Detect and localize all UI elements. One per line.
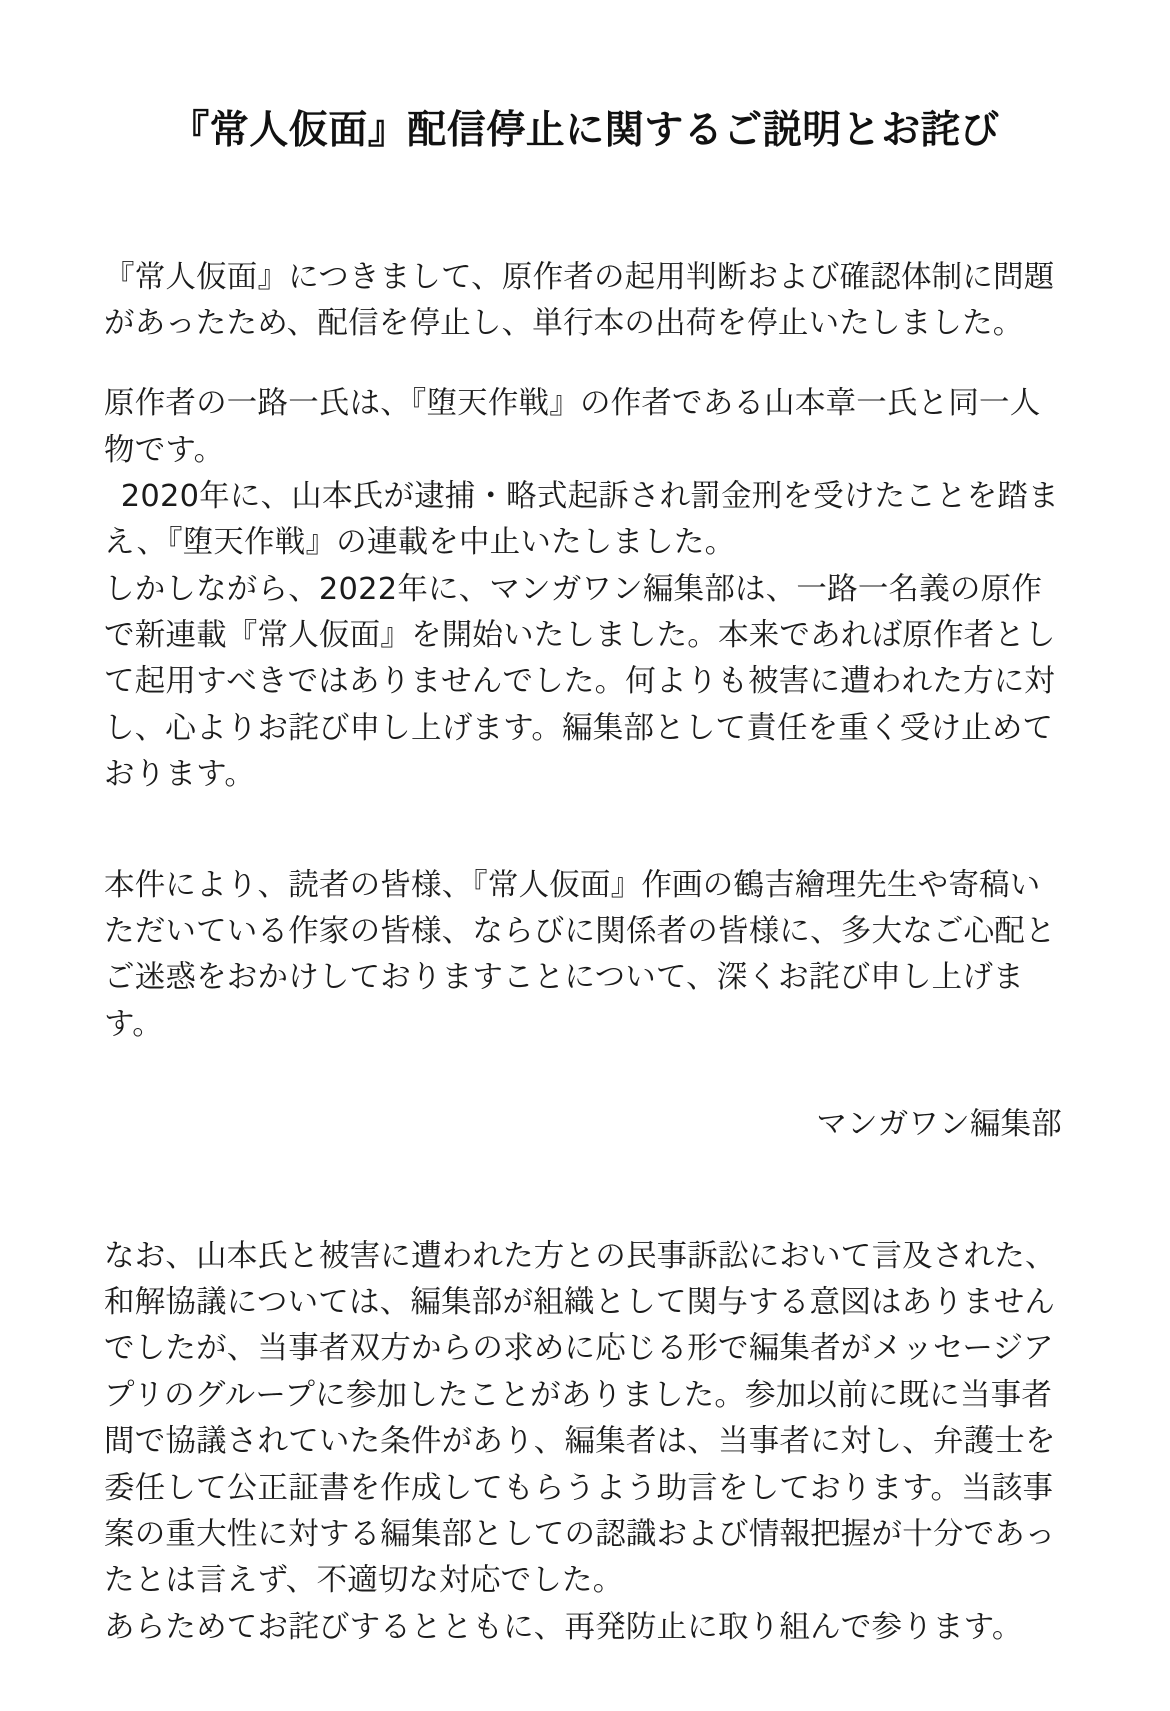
spacer-before-postscript — [104, 1148, 1066, 1234]
paragraph-5: 本件により、読者の皆様、『常人仮面』作画の鶴吉繪理先生や寄稿いただいている作家の皆様、ならびに関係者の皆様に、多大なご心配とご迷惑をおかけしておりますことについて、深くお詫び申し上げます。 — [104, 867, 1056, 1042]
page-title: 『常人仮面』配信停止に関するご説明とお詫び — [170, 108, 1000, 153]
document-body — [104, 255, 1066, 1651]
paragraph-4: しかしながら、2022年に、マンガワン編集部は、一路一名義の原作で新連載『常人仮面』を開始いたしました。本来であれば原作者として起用すべきではありませんでした。何よりも被害に遭われた方に対し、心よりお詫び申し上げます。編集部として責任を重く受け止めております。 — [104, 571, 1056, 793]
paragraph-1: 『常人仮面』につきまして、原作者の起用判断および確認体制に問題があったため、配信を停止し、単行本の出荷を停止いたしました。 — [104, 259, 1055, 341]
paragraph-2: 原作者の一路一氏は、『堕天作戦』の作者である山本章一氏と同一人物です。 — [104, 386, 1041, 468]
paragraph-7: あらためてお詫びするとともに、再発防止に取り組んで参ります。 — [104, 1609, 1023, 1645]
signature: マンガワン編集部 — [816, 1106, 1062, 1142]
paragraph-3: 2020年に、山本氏が逮捕・略式起訴され罰金刑を受けたことを踏まえ、『堕天作戦』の連載を中止いたしました。 — [104, 479, 1059, 561]
postscript-block — [104, 1234, 1066, 1651]
spacer-before-paragraph-5 — [104, 833, 1066, 863]
paragraph-6: なお、山本氏と被害に遭われた方との民事訴訟において言及された、和解協議については、編集部が組織として関与する意図はありませんでしたが、当事者双方からの求めに応じる形で編集者がメッセージアプリのグループに参加したことがありました。参加以前に既に当事者間で協議されていた条件があり、編集者は、当事者に対し、弁護士を委任して公正証書を作成してもらうよう助言をしております。当該事案の重大性に対する編集部としての認識および情報把握が十分であったとは言えず、不適切な対応でした。 — [104, 1238, 1056, 1599]
